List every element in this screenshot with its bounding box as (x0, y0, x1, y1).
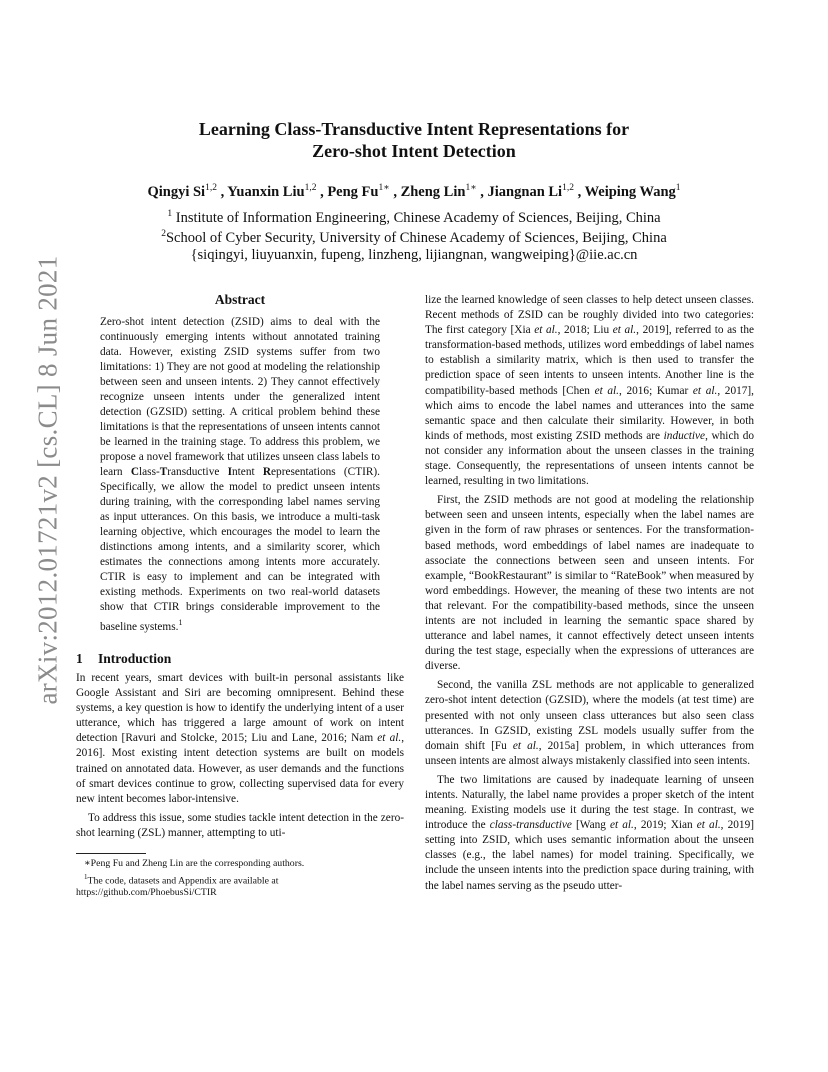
author-emails: {siqingyi, liuyuanxin, fupeng, linzheng, lijiangnan, wangweiping}@iie.ac.cn (190, 247, 638, 263)
right-paragraph-1: lize the learned knowledge of seen classes to help detect unseen classes. Recent methods of ZSID can be roughly divided into two categories: The first category [Xia et al., 2018; Liu et al., 2019], referred to as the transformation-based methods, utilizes word embeddings of label names to establish a similarity matrix, which is then used to transfer the prediction space of seen intents to unseen intents. Another line is the compatibility-based methods [Chen et al., 2016; Kumar et al., 2017], which aims to encode the label names and utterances into the same semantic space and then calculate their similarity. However, in both kinds of methods, most existing ZSID methods are inductive, which do not consider any information about the unseen classes in the training stage. Consequently, the representations of unseen intents cannot be learned, resulting in two limitations. (425, 294, 754, 488)
left-column (76, 292, 404, 900)
affiliation-2: $^2$School of Cyber Security, University of Chinese Academy of Sciences, Beijing, China (161, 229, 667, 246)
paper-title (100, 118, 728, 162)
abstract-body (100, 315, 380, 635)
right-paragraph-3: Second, the vanilla ZSL methods are not applicable to generalized zero-shot intent detection (GZSID), where the models (at test time) are presented with not only unseen class utterances but also seen class utterances. In GZSID, existing ZSL models usually suffer from the domain shift [Fu et al., 2015a] problem, in which utterances from unseen intents are almost always mistakenly classified into seen intents. (425, 679, 754, 767)
right-paragraph-2: First, the ZSID methods are not good at modeling the relationship between seen and unseen intents, especially when the label names are given in the form of raw phrases or sentences. For the transformation-based methods, word embeddings of label names are inadequate to associate the connections between seen and unseen intents. For example, “BookRestaurant” is similar to “RateBook” when measured by word embeddings. However, the meaning of these two intents are not that relevant. For the compatibility-based methods, since the unseen intents are not included in learning the semantic space shared by utterance and label names, it cannot effectively detect unseen intents during the test stage, especially when the expressions of utterances are diverse. (425, 494, 754, 673)
right-paragraph-4: The two limitations are caused by inadequate learning of unseen intents. Naturally, the label name provides a proper sketch of the intent meaning. Existing models use it during the test stage. In contrast, we introduce the class-transductive [Wang et al., 2019; Xian et al., 2019] setting into ZSID, which uses semantic information about the unseen classes (e.g., the label names) for model training. Specifically, we include the unseen intents into the prediction space during training, with the label names serving as the pseudo utter- (425, 773, 754, 892)
intro-paragraph-1: In recent years, smart devices with built-in personal assistants like Google Assistant and Siri are becoming omnipresent. Behind these systems, a key question is how to identify the underlying intent of a user utterance, which has triggered a large amount of work on intent detection [Ravuri and Stolcke, 2015; Liu and Lane, 2016; Nam et al., 2016]. Most existing intent detection systems are built on models trained on annotated data. However, as user demands and the functions of smart devices continue to grow, collecting supervised data for every new intent becomes labor-intensive. (76, 671, 405, 805)
author-list (60, 178, 768, 202)
author: Jiangnan Li$^{1,2}$ , (487, 183, 585, 200)
title-line-1: Learning Class-Transductive Intent Representations for (198, 119, 630, 139)
intro-paragraph-2: To address this issue, some studies tackle intent detection in the zero-shot learning (ZSL) manner, attempting to uti- (76, 811, 404, 839)
author: Weiping Wang$^1$ (584, 183, 681, 200)
author: Qingyi Si$^{1,2}$ , (147, 183, 228, 200)
title-line-2: Zero-shot Intent Detection (312, 141, 516, 161)
arxiv-identifier: arXiv:2012.01721v2 [cs.CL] 8 Jun 2021 (32, 255, 63, 705)
author: Yuanxin Liu$^{1,2}$ , (227, 183, 328, 200)
right-column (425, 293, 754, 894)
footnote-code: $^1$The code, datasets and Appendix are available at https://github.com/PhoebusSi/CTIR (76, 872, 279, 899)
abstract-heading: Abstract (214, 292, 266, 307)
author: Zheng Lin$^{1∗}$ , (400, 183, 488, 200)
footnote-divider (76, 853, 146, 854)
footnote-corresponding: ∗Peng Fu and Zheng Lin are the corresponding authors. (84, 857, 305, 869)
affiliation-1: $^1$ Institute of Information Engineering, Chinese Academy of Sciences, Beijing, China (167, 209, 661, 226)
abstract-text: Zero-shot intent detection (ZSID) aims to deal with the continuously emerging intents without annotated training data. However, existing ZSID systems suffer from two limitations: 1) They are not good at modeling the relationship between seen and unseen intents. 2) They cannot effectively recognize unseen intents under the generalized intent detection (GZSID) setting. A critical problem behind these limitations is that the representations of unseen intents cannot be learned in the training stage. To address this problem, we propose a novel framework that utilizes unseen class labels to learn Class-Transductive Intent Representations (CTIR). Specifically, we allow the model to predict unseen intents during training, with the corresponding label names serving as input utterances. On this basis, we introduce a multi-task learning objective, which encourages the model to learn the distinctions among intents, and a similarity scorer, which estimates the connections among intents more accurately. CTIR is easy to implement and can be integrated with existing methods. Experiments on two real-world datasets show that CTIR brings considerable improvement to the baseline systems.$^1$ (100, 316, 380, 633)
section-heading-introduction: 1 Introduction (76, 650, 172, 666)
author: Peng $Fu^{1∗}$ , (327, 183, 401, 200)
